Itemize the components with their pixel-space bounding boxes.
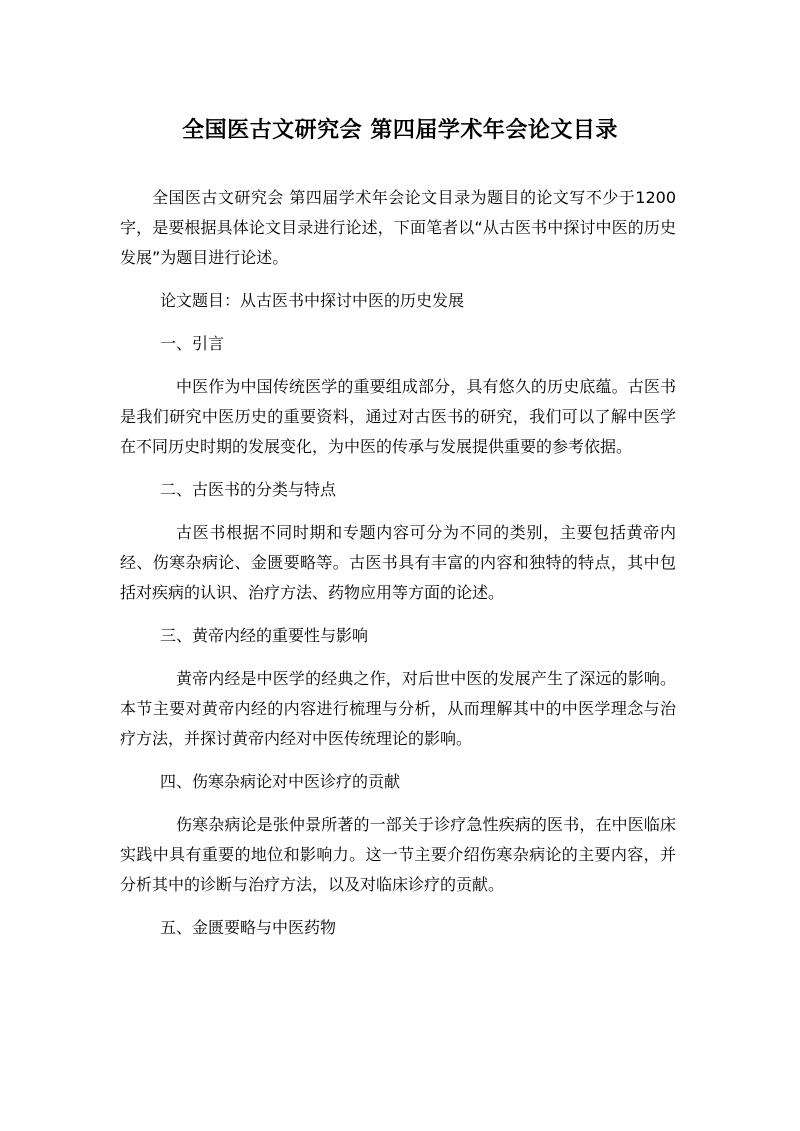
section-heading-classification: 二、古医书的分类与特点: [160, 480, 337, 499]
section-body-shanghan-lun: 伤寒杂病论是张仲景所著的一部关于诊疗急性疾病的医书，在中医临床实践中具有重要的地位和影响力。这一节主要介绍伤寒杂病论的主要内容，并分析其中的诊断与治疗方法，以及对临床诊疗的贡献。: [120, 815, 676, 894]
section-body-huangdi-neijing: 黄帝内经是中医学的经典之作，对后世中医的发展产生了深远的影响。本节主要对黄帝内经的内容进行梳理与分析，从而理解其中的中医学理念与治疗方法，并探讨黄帝内经对中医传统理论的影响。: [120, 669, 676, 748]
section-heading-shanghan-lun: 四、伤寒杂病论对中医诊疗的贡献: [160, 772, 401, 791]
document-title: 全国医古文研究会 第四届学术年会论文目录: [182, 118, 618, 143]
section-body-intro: 中医作为中国传统医学的重要组成部分，具有悠久的历史底蕴。古医书是我们研究中医历史的重要资料，通过对古医书的研究，我们可以了解中医学在不同历史时期的发展变化，为中医的传承与发展提供重要的参考依据。: [120, 377, 676, 456]
document-body: [120, 183, 676, 956]
section-heading-huangdi-neijing: 三、黄帝内经的重要性与影响: [160, 626, 369, 645]
section-heading-jingui-yaolue: 五、金匮要略与中医药物: [160, 918, 337, 937]
section-heading-intro: 一、引言: [160, 334, 225, 353]
paper-topic: 论文题目：从古医书中探讨中医的历史发展: [160, 291, 465, 310]
section-body-classification: 古医书根据不同时期和专题内容可分为不同的类别，主要包括黄帝内经、伤寒杂病论、金匮要略等。古医书具有丰富的内容和独特的特点，其中包括对疾病的认识、治疗方法、药物应用等方面的论述。: [120, 523, 676, 602]
intro-paragraph: 全国医古文研究会 第四届学术年会论文目录为题目的论文写不少于1200字，是要根据具体论文目录进行论述，下面笔者以“从古医书中探讨中医的历史发展”为题目进行论述。: [120, 188, 676, 267]
